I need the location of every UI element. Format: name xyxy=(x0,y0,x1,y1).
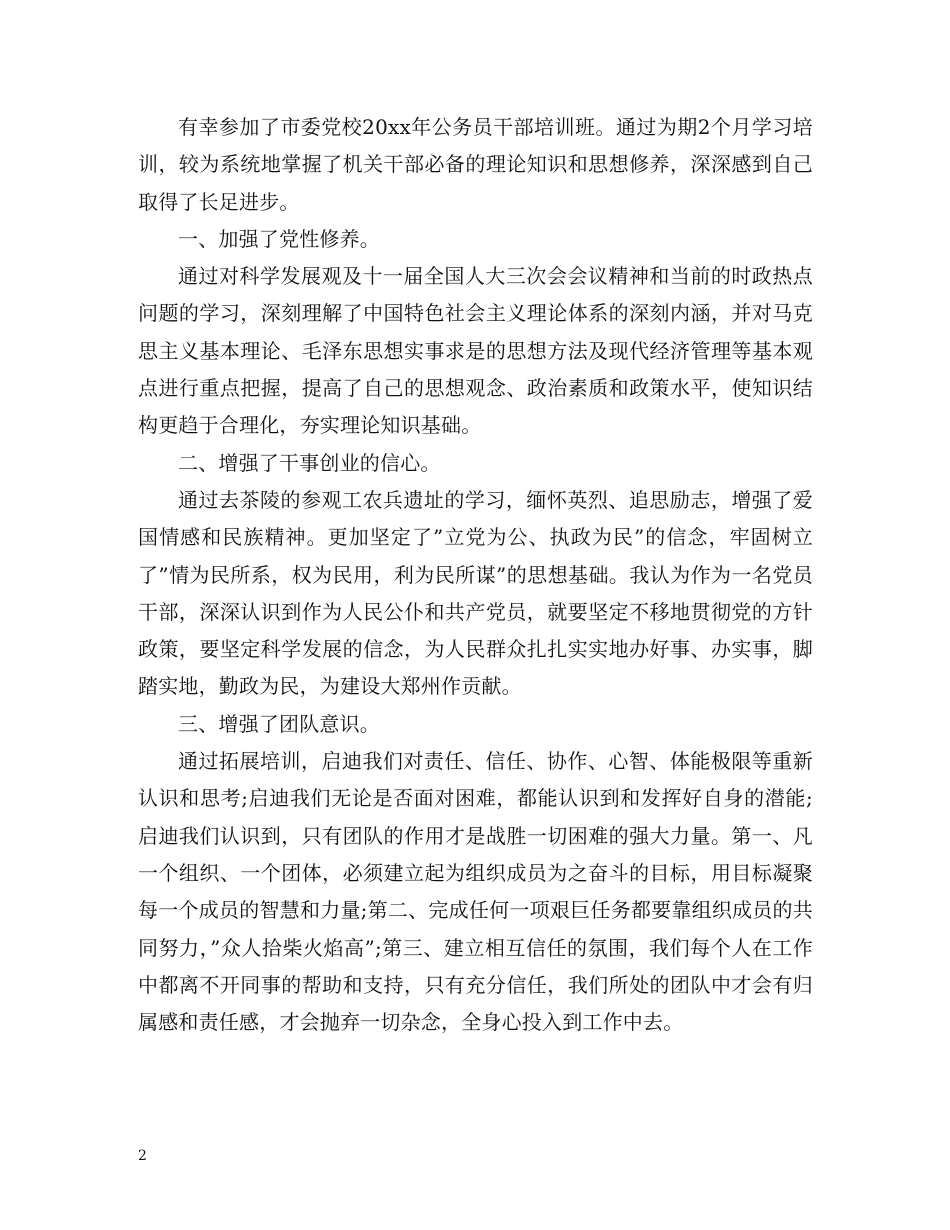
page-number: 2 xyxy=(138,1148,147,1164)
paragraph-section-2: 通过去茶陵的参观工农兵遗址的学习，缅怀英烈、追思励志，增强了爱国情感和民族精神。更加坚定了”立党为公、执政为民”的信念，牢固树立了”情为民所系，权为民用，利为民所谋”的思想基础。我认为作为一名党员干部，深深认识到作为人民公仆和共产党员，就要坚定不移地贯彻党的方针政策，要坚定科学发展的信念，为人民群众扎扎实实地办好事、办实事，脚踏实地，勤政为民，为建设大郑州作贡献。 xyxy=(138,487,813,699)
paragraph-section-1: 通过对科学发展观及十一届全国人大三次会会议精神和当前的时政热点问题的学习，深刻理解了中国特色社会主义理论体系的深刻内涵，并对马克思主义基本理论、毛泽东思想实事求是的思想方法及现代经济管理等基本观点进行重点把握，提高了自己的思想观念、政治素质和政策水平，使知识结构更趋于合理化，夯实理论知识基础。 xyxy=(138,264,813,438)
section-heading-1: 一、加强了党性修养。 xyxy=(178,226,380,251)
document-body xyxy=(138,109,813,1041)
section-heading-2: 二、增强了干事创业的信心。 xyxy=(178,450,441,475)
paragraph-intro: 有幸参加了市委党校20xx年公务员干部培训班。通过为期2个月学习培训，较为系统地掌握了机关干部必备的理论知识和思想修养，深深感到自己取得了长足进步。 xyxy=(138,115,813,214)
section-heading-3: 三、增强了团队意识。 xyxy=(178,711,380,736)
paragraph-section-3: 通过拓展培训，启迪我们对责任、信任、协作、心智、体能极限等重新认识和思考;启迪我们无论是否面对困难，都能认识到和发挥好自身的潜能;启迪我们认识到，只有团队的作用才是战胜一切困难的强大力量。第一、凡一个组织、一个团体，必须建立起为组织成员为之奋斗的目标，用目标凝聚每一个成员的智慧和力量;第二、完成任何一项艰巨任务都要靠组织成员的共同努力，”众人拾柴火焰高”;第三、建立相互信任的氛围，我们每个人在工作中都离不开同事的帮助和支持，只有充分信任，我们所处的团队中才会有归属感和责任感，才会抛弃一切杂念，全身心投入到工作中去。 xyxy=(138,749,813,1035)
